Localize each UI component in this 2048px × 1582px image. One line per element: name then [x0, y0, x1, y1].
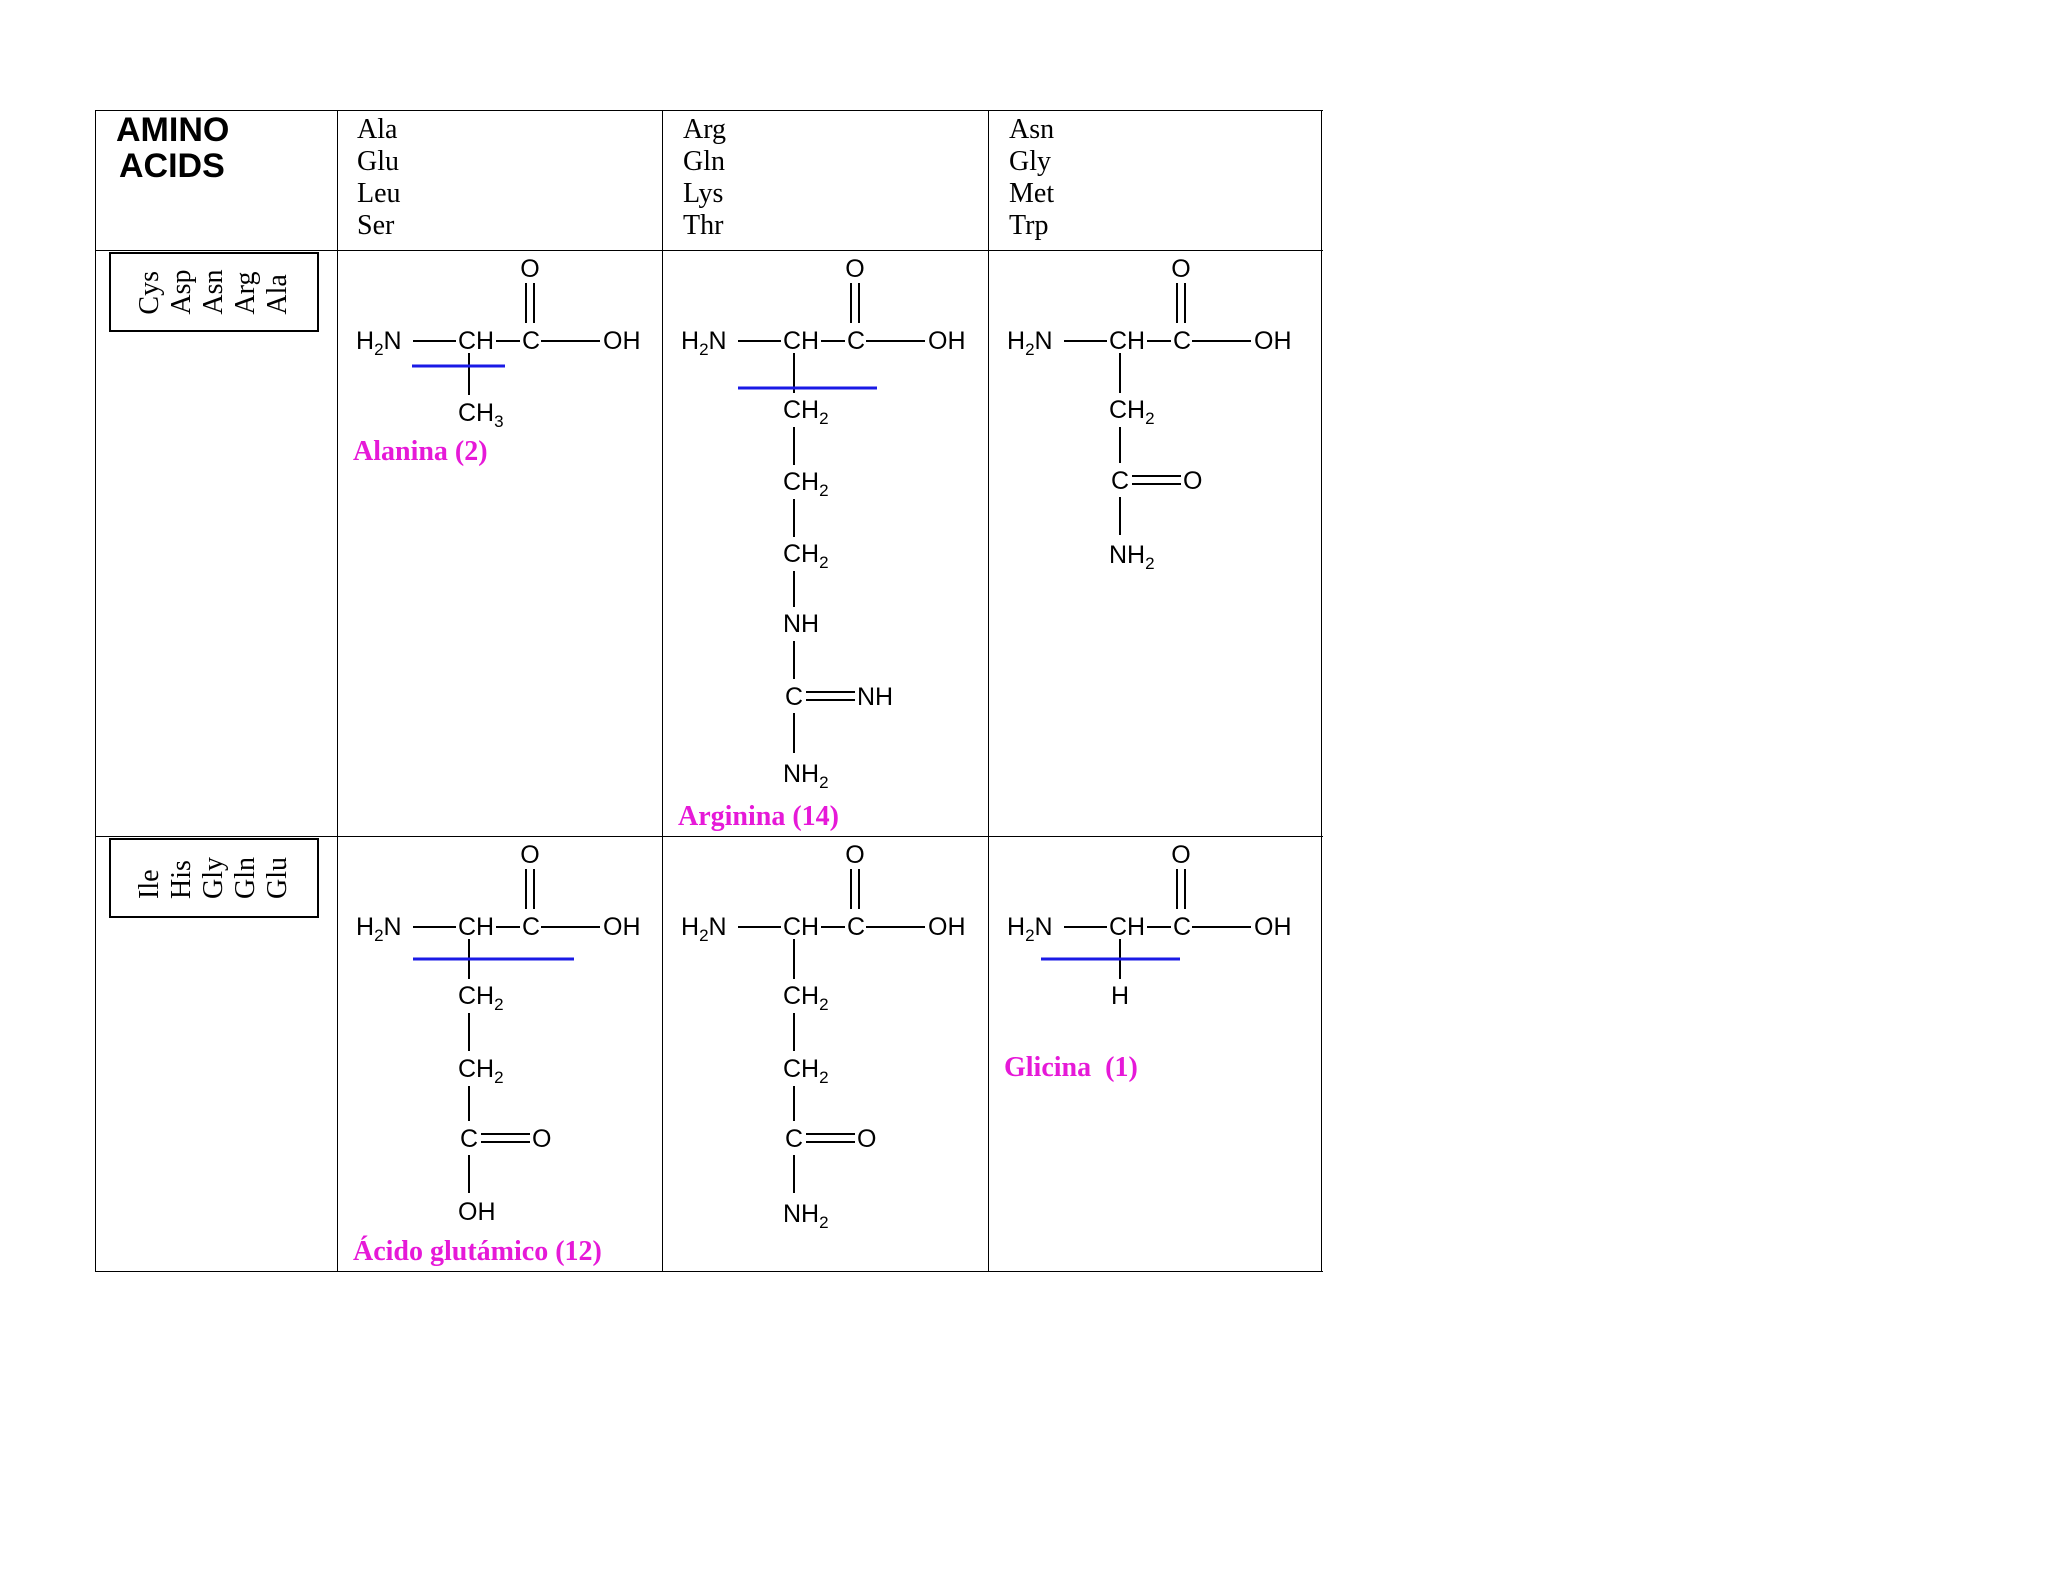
svg-text:C: C — [785, 683, 804, 711]
methyl-group: $CH_3$ — [458, 399, 504, 431]
svg-text:O: O — [520, 841, 540, 869]
svg-text:OH: OH — [458, 1198, 496, 1226]
grid-col4 — [1321, 110, 1322, 1272]
svg-text:H2N: $H_2N$ — [1007, 327, 1053, 359]
row1-item: Cys — [134, 270, 165, 315]
col2-item: Arg — [683, 114, 727, 145]
svg-text:H: H — [1111, 982, 1130, 1010]
grid-top — [95, 110, 1323, 111]
column-header-3 — [1009, 114, 1054, 242]
svg-text:C: C — [785, 1125, 804, 1153]
svg-text:CH2: $CH_2$ — [783, 396, 829, 428]
svg-text:O: O — [845, 255, 865, 283]
svg-text:O: O — [857, 1125, 877, 1153]
alanine-structure — [338, 251, 662, 836]
grid-col0 — [95, 110, 96, 1272]
amino-group: $H_2N$ — [356, 327, 402, 359]
svg-text:CH2: $CH_2$ — [458, 1055, 504, 1087]
svg-text:O: O — [1171, 841, 1191, 869]
svg-text:CH2: $CH_2$ — [1109, 396, 1155, 428]
svg-text:H2N: $H_2N$ — [1007, 913, 1053, 945]
svg-text:C: C — [1111, 467, 1130, 495]
caption-alanina: Alanina (2) — [353, 436, 488, 467]
col3-item: Gly — [1009, 146, 1051, 177]
col1-item: Ser — [357, 210, 395, 241]
svg-text:CH2: $CH_2$ — [783, 468, 829, 500]
svg-text:C: C — [847, 327, 866, 355]
title-line-2: ACIDS — [119, 147, 225, 185]
row-header-1 — [109, 252, 319, 332]
svg-text:NH2: $NH_2$ — [783, 1200, 829, 1232]
svg-text:CH: CH — [1109, 913, 1146, 941]
svg-text:O: O — [1183, 467, 1203, 495]
row1-item: Ala — [262, 274, 293, 315]
col3-item: Asn — [1009, 114, 1055, 145]
svg-text:CH: CH — [458, 913, 495, 941]
glutamine-structure — [663, 837, 988, 1271]
col2-item: Gln — [683, 146, 725, 177]
row1-item: Asn — [198, 269, 229, 315]
svg-text:OH: OH — [603, 913, 641, 941]
row-header-2 — [109, 838, 319, 918]
row2-item: Glu — [262, 857, 293, 899]
row2-item: Gly — [198, 857, 229, 899]
svg-text:C: C — [460, 1125, 479, 1153]
column-header-1 — [357, 114, 401, 242]
svg-text:CH: CH — [1109, 327, 1146, 355]
caption-glicina: Glicina (1) — [1004, 1052, 1138, 1083]
svg-text:NH2: $NH_2$ — [1109, 541, 1155, 573]
row2-item: Ile — [134, 869, 165, 899]
svg-text:O: O — [532, 1125, 552, 1153]
svg-text:C: C — [522, 913, 541, 941]
svg-text:CH: CH — [783, 913, 820, 941]
col2-item: Lys — [683, 178, 724, 209]
row2-item: His — [166, 860, 197, 899]
svg-text:NH: NH — [783, 610, 820, 638]
svg-text:OH: OH — [928, 913, 966, 941]
row1-item: Arg — [230, 271, 261, 315]
alpha-carbon: CH — [458, 327, 495, 355]
arginine-structure — [663, 251, 988, 836]
col1-item: Leu — [357, 178, 401, 209]
col3-item: Trp — [1009, 210, 1049, 241]
caption-arginina: Arginina (14) — [678, 801, 839, 832]
svg-text:NH2: $NH_2$ — [783, 760, 829, 792]
svg-text:C: C — [1173, 913, 1192, 941]
svg-text:NH: NH — [857, 683, 894, 711]
column-header-2 — [683, 114, 726, 242]
svg-text:H2N: $H_2N$ — [356, 913, 402, 945]
svg-text:OH: OH — [1254, 913, 1292, 941]
col2-item: Thr — [683, 210, 724, 241]
table-title — [116, 112, 229, 184]
svg-text:CH: CH — [783, 327, 820, 355]
svg-text:CH2: $CH_2$ — [458, 982, 504, 1014]
svg-text:OH: OH — [1254, 327, 1292, 355]
col3-item: Met — [1009, 178, 1055, 209]
row2-item: Gln — [230, 857, 261, 899]
svg-text:OH: OH — [928, 327, 966, 355]
svg-text:H2N: $H_2N$ — [681, 327, 727, 359]
backbone — [356, 255, 641, 431]
svg-text:CH2: $CH_2$ — [783, 1055, 829, 1087]
svg-text:CH2: $CH_2$ — [783, 982, 829, 1014]
carboxyl-carbon: C — [522, 327, 541, 355]
col1-item: Ala — [357, 114, 398, 145]
svg-text:O: O — [1171, 255, 1191, 283]
col1-item: Glu — [357, 146, 399, 177]
hydroxyl: OH — [603, 327, 641, 355]
title-line-1: AMINO — [116, 111, 230, 149]
carbonyl-oxygen: O — [520, 255, 540, 283]
row1-item: Asp — [166, 269, 197, 315]
caption-glutamico: Ácido glutámico (12) — [353, 1236, 602, 1267]
svg-text:C: C — [1173, 327, 1192, 355]
asparagine-structure — [989, 251, 1321, 836]
glutamic-acid-structure — [338, 837, 662, 1271]
svg-text:CH2: $CH_2$ — [783, 540, 829, 572]
svg-text:C: C — [847, 913, 866, 941]
svg-text:O: O — [845, 841, 865, 869]
svg-text:H2N: $H_2N$ — [681, 913, 727, 945]
grid-bottom — [95, 1271, 1323, 1272]
